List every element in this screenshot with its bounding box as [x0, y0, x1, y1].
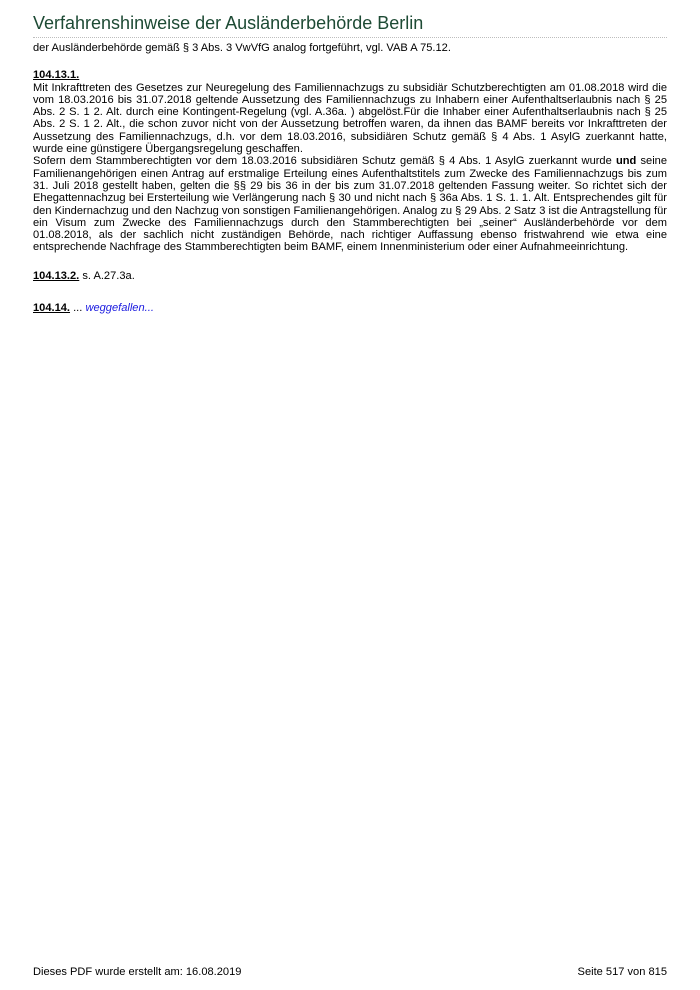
page-number: Seite 517 von 815	[577, 966, 667, 978]
intro-paragraph: der Ausländerbehörde gemäß § 3 Abs. 3 VwVfG analog fortgeführt, vgl. VAB A 75.12.	[33, 42, 451, 54]
header-divider	[33, 37, 667, 38]
paragraph-text: seine Familienangehörigen einen Antrag auf erstmalige Erteilung eines Aufenthaltstitels zum Zwecke des Familiennachzugs bis zum 31. Juli 2018 gestellt haben, gelten die §§ 29 bis 36 in der bis zum 31.07.2018 geltenden Fassung weiter. So richtet sich der Ehegattennachzug bei Ersterteilung wie Verlängerung nach § 30 und nicht nach § 36a Abs. 1 S. 1. 1. Alt. Entsprechendes gilt für den Kindernachzug und den Nachzug von sonstigen Familienangehörigen. Analog zu § 29 Abs. 2 Satz 3 ist die Antragstellung für ein Visum zum Zwecke des Familiennachzugs durch den Stammberechtigten bei „seiner“ Ausländerbehörde vor dem 01.08.2018, als der sachlich nicht zuständigen Behörde, nach richtiger Auffassung ebenso fristwahrend wie etwa eine entsprechende Nachfrage des Stammberechtigten beim BAMF, einem Innenministerium oder einer Aufnahmeeinrichtung.	[33, 155, 667, 254]
created-date: Dieses PDF wurde erstellt am: 16.08.2019	[33, 966, 242, 978]
page-title: Verfahrenshinweise der Ausländerbehörde Berlin	[33, 13, 424, 33]
document-body	[33, 42, 667, 314]
ellipsis-text: ...	[70, 302, 86, 315]
section-paragraph	[33, 155, 667, 253]
section-paragraph: Mit Inkrafttreten des Gesetzes zur Neuregelung des Familiennachzugs zu subsidiär Schutzberechtigten am 01.08.2018 wird die vom 18.03.2016 bis 31.07.2018 geltende Aussetzung des Familiennachzugs zu Inhabern einer Aufenthaltserlaubnis nach § 25 Abs. 2 S. 1 2. Alt. durch eine Kontingent-Regelung (vgl. A.36a. ) abgelöst.Für die Inhaber einer Aufenthaltserlaubnis nach § 25 Abs. 2 S. 1 2. Alt., die schon zuvor nicht von der Aussetzung betroffen waren, da ihnen das BAMF bereits vor Inkrafttreten der Aussetzung des Familiennachzugs, d.h. vor dem 18.03.2016, subsidiären Schutz gemäß § 4 Abs. 1 AsylG zuerkannt hatte, wurde eine günstigere Übergangsregelung geschaffen.	[33, 81, 667, 156]
section-text: s. A.27.3a.	[79, 269, 135, 282]
section-104-13-2	[33, 270, 667, 282]
weggefallen-link[interactable]: weggefallen...	[85, 302, 154, 315]
section-number: 104.13.2.	[33, 269, 80, 282]
section-number: 104.14.	[33, 302, 71, 315]
page-header	[33, 12, 667, 46]
section-104-13-1	[33, 69, 667, 253]
paragraph-text: Sofern dem Stammberechtigten vor dem 18.03.2016 subsidiären Schutz gemäß § 4 Abs. 1 AsylG zuerkannt wurde	[33, 155, 616, 168]
section-104-14	[33, 302, 667, 314]
emphasis-text: und	[615, 155, 637, 168]
section-number: 104.13.1.	[33, 69, 80, 82]
